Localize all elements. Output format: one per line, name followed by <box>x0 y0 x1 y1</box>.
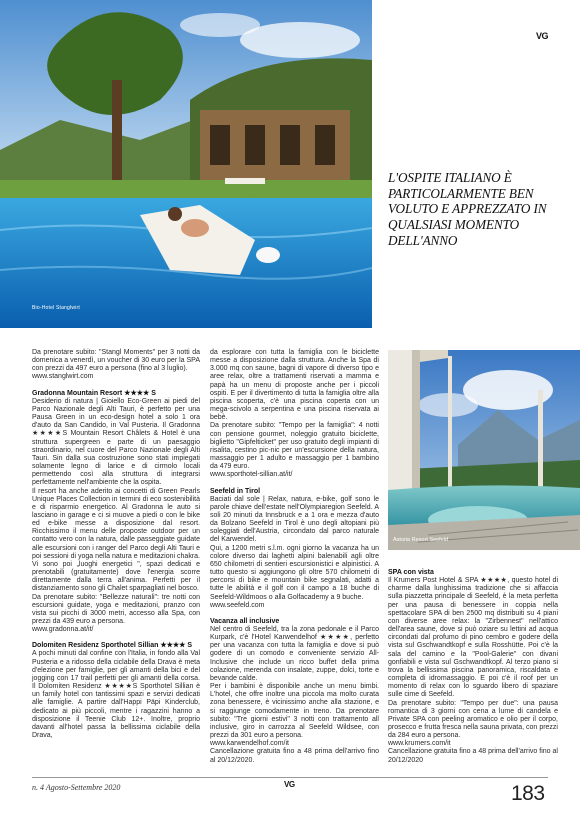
paragraph: Baciati dal sole | Relax, natura, e-bike, golf sono le parole chiave dell'estate nell'Olympiaregion Seefeld. A soli 20 minuti da Innsbruck e a 1 ora e mezza d'auto da Bolzano Seefeld in Tirol è uno degli altopiani più soleggiati dell'Austria, circondato dal parco naturale del Karwendel. <box>210 495 379 544</box>
paragraph: Il Krumers Post Hotel & SPA ★★★★, questo hotel di charme dalla lunghissima tradizione che si affaccia sulla piazzetta principale di Seefeld, è la meta perfetta per una pausa di benessere in coppia nella spettacolare SPA di ben 2500 mq distribuiti su 4 piani con diverse aree relax: la "Zirbennest" nell'attico dell'area saune, dove si può oziare su lettini ad acqua circondati dal profumo di pino cembro e godere della vista sul Gschwandtkopf e sulla Rosshütte. Poi c'è la sala del camino e la "Pool-Galerie" con divani gonfiabili e vista sul Gschwandtkopf. Al terzo piano si trova la bellissima piscina panoramica, riscaldata e completa di idromassaggio. E poi c'è il roof per un momento di relax con lo sguardo libero di spaziare sulle cime di Seefeld. <box>388 577 558 699</box>
paragraph: Qui, a 1200 metri s.l.m. ogni giorno la vacanza ha un colore diverso dai laghetti alpini balenabili agli oltre 650 chilometri di sentieri escursionistici e alpinistici. A tutto questo si aggiungono gli oltre 570 chilometri di percorsi di bike e mountain bike segnalati, adatti a tutte le abilità e il golf con il campo a 18 buche di Seefeld-Wildmoos o alla Golfacademy a 9 buche. <box>210 544 379 601</box>
paragraph: Da prenotare subito: "Stangl Moments" per 3 notti da domenica a venerdì, un voucher di 30 euro per la SPA con prezzi da 497 euro a persona (fino al 3 luglio). <box>32 349 200 373</box>
article-column-2 <box>210 349 379 765</box>
section-heading: Gradonna Mountain Resort ★★★★ S <box>32 389 156 397</box>
hotel-url[interactable]: www.krumers.com/it <box>388 740 451 748</box>
section-heading: Seefeld in Tirol <box>210 487 261 495</box>
hotel-url[interactable]: www.stanglwirt.com <box>32 373 94 381</box>
paragraph: Il resort ha anche aderito ai concetti di Green Pearls Unique Places Collection in termini di eco sostenibilità e di risparmio energetico. Al Gradonna le auto si lasciano in garage e ci si muove a piedi o con le bike ed e-bike messe a disposizione dal resort. Ricchissimo il menu delle proposte outdoor per un contatto vero con la natura, dalle passeggiate guidate alle escursioni con i ranger del Parco degli Alti Tauri e poi sessioni di yoga nella natura e meditazioni chakra. Vi sono poi „luoghi energetici ", spazi dedicati e prenotabili (gratuitamente) dove l'energia scorre direttamente dalla terra all'anima. Perfetti per il distanziamento sono gli Chalet sparpagliati nel bosco. <box>32 487 200 593</box>
section-heading: SPA con vista <box>388 569 434 576</box>
hotel-url[interactable]: www.seefeld.com <box>210 601 265 609</box>
paragraph: Nel centro di Seefeld, tra la zona pedonale e il Parco Kurpark, c'è l'Hotel Karwendelhof ★★★★, perfetto per una vacanza con tutta la famiglia e dove si può godere di un comodo e conveniente servizio All-Inclusive che include un ricco buffet della prima colazione, merenda con insalate, zuppe, dolci, torte e bevande calde. <box>210 626 379 682</box>
pull-quote: L'OSPITE ITALIANO È PARTICOLARMENTE BEN VOLUTO E APPREZZATO IN QUALSIASI MOMENTO DELL'ANNO <box>388 170 547 248</box>
hero-photo <box>0 0 372 328</box>
paragraph: A pochi minuti dal confine con l'Italia, in fondo alla Val Pusteria e a ridosso della ciclabile della Drava è meta d'elezione per famiglie, per gli amanti della bici e del jogging con 17 trail perfetti per gli amanti della corsa. Il Dolomiten Residenz ★★★★S Sporthotel Sillian è un family hotel con tantissimi spazi e servizi dedicati alle famiglie. A partire dall'Happi Päpi Kinderclub, dedicato ai più piccoli, mentre i ragazzini hanno a disposizione il Teenie Club 12+. Inoltre, proprio davanti all'hotel passa la bellissima ciclabile della Drava, <box>32 650 200 740</box>
hotel-url[interactable]: www.sporthotel-sillian.at/it/ <box>210 471 293 479</box>
paragraph: Da prenotare subito: "Tempo per due": una pausa romantica di 3 giorni con cena a lume di candela e Private SPA con peeling aromatico e olio per il corpo, prosecco e frutta fresca nella sauna privata, con prezzi da 284 euro a persona. <box>388 699 558 740</box>
magazine-logo: VG <box>536 31 549 41</box>
paragraph: Per i bambini è disponibile anche un menu bimbi. L'hotel, che offre inoltre una piccola ma molto curata zona benessere, è vicinissimo anche alla stazione, e si raggiunge comodamente in treno. Da prenotare subito: "Tre giorni estivi" 3 notti con trattamento all inclusive, giro in carrozza al Seefeld Wildsee, con prezzi da 301 euro a persona. <box>210 683 379 740</box>
side-photo-caption: Astoria Resort Seefeld <box>393 537 449 543</box>
section-heading: Dolomiten Residenz Sporthotel Sillian ★★★★ S <box>32 642 193 650</box>
paragraph: Cancellazione gratuita fino a 48 prima dell'arrivo fino al 20/12/2020 <box>388 748 558 764</box>
hotel-url[interactable]: www.karwendelhof.com/it <box>210 740 289 748</box>
article-column-1 <box>32 349 200 740</box>
section-heading: Vacanza all inclusive <box>210 617 280 625</box>
hero-photo-caption: Bio-Hotel Stanglwirt <box>32 305 80 311</box>
hero-pool-illustration <box>0 0 372 328</box>
footer-divider <box>32 777 548 778</box>
paragraph: Cancellazione gratuita fino a 48 prima dell'arrivo fino al 20/12/2020. <box>210 748 379 764</box>
paragraph: da esplorare con tutta la famiglia con le biciclette messe a disposizione dalla struttura. Anche la Spa di 3.000 mq con saune, bagni di vapore di diverso tipo e aree relax, oltre a trattamenti riservati a mamma e papà ha un menu di proposte anche per i piccoli ospiti. E per il divertimento di tutta la famiglia oltre alla piscina scoperta, c'è una piscina coperta con un mega-scivolo a serpentina e una piscina riservata ai bebè. <box>210 349 379 422</box>
hotel-url[interactable]: www.gradonna.at/it/ <box>32 626 94 634</box>
article-column-3 <box>388 569 558 765</box>
paragraph: Da prenotare subito: "Bellezze naturali": tre notti con escursioni guidate, yoga e meditazioni, pranzo con vista sui picchi di 3000 metri, accesso alla Spa, con prezzi da 439 euro a persona. <box>32 593 200 625</box>
spa-pool-illustration <box>388 350 580 550</box>
paragraph: Da prenotare subito: "Tempo per la famiglia": 4 notti con pensione gourmet, noleggio gratuito biciclette, biglietto "Gipfelticket" per uso gratuito degli impianti di risalita, cestino pic-nic per un'escursione della natura, massaggio per 1 adulto e massaggio per 1 bambino da 479 euro. <box>210 422 379 471</box>
page-number: 183 <box>511 782 545 805</box>
issue-label: n. 4 Agosto-Settembre 2020 <box>32 783 121 792</box>
magazine-logo-footer: VG <box>284 780 295 789</box>
side-photo <box>388 350 580 550</box>
paragraph: Desiderio di natura | Gioiello Eco-Green ai piedi del Parco Nazionale degli Alti Tauri, è perfetto per una Pausa Green in un eco-design hotel a solo 1 ora d'auto da San Candido, in Val Pusteria. Il Gradonna ★★★★S Mountain Resort Châlets & Hotel è una struttura supergreen e parte di un paesaggio straordinario, nel cuore del Parco Nazionale degli Alti Tauri. Sin dalla sua costruzione sono stati impiegati solamente legno di larice e di cirmolo locali permettendo così alla struttura di integrarsi perfettamente nell'ambiente che la ospita. <box>32 397 200 487</box>
